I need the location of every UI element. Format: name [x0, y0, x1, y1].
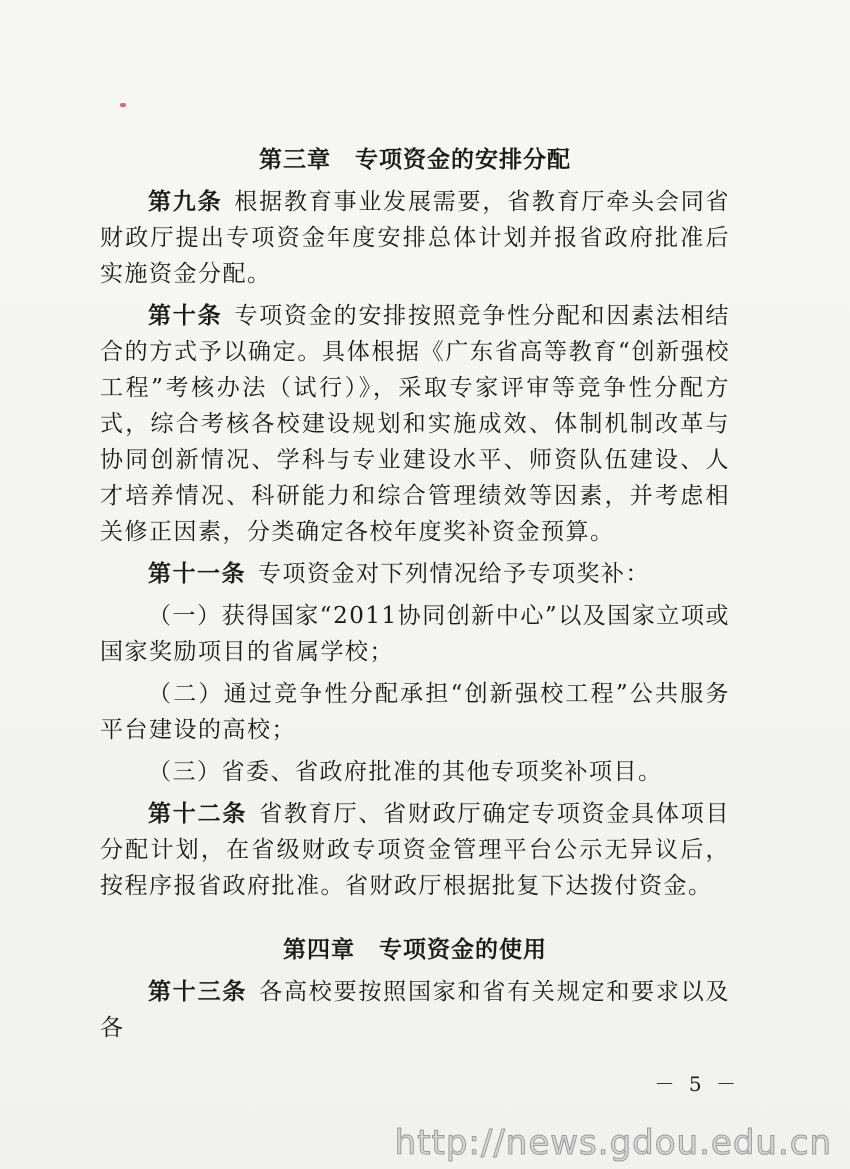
list-item: （三）省委、省政府批准的其他专项奖补项目。 [148, 759, 663, 785]
article-label: 第十条 [148, 303, 223, 329]
source-watermark: http://news.gdou.edu.cn [394, 1123, 832, 1163]
article-12 [100, 796, 730, 904]
article-10 [100, 298, 730, 550]
article-label: 第九条 [148, 189, 223, 215]
article-text: 专项资金对下列情况给予专项奖补： [258, 561, 650, 587]
article-label: 第十一条 [148, 561, 246, 587]
article-label: 第十二条 [148, 801, 248, 827]
article-9 [100, 184, 730, 292]
list-item: （二）通过竞争性分配承担“创新强校工程”公共服务平台建设的高校； [100, 681, 730, 743]
article-text: 省教育厅、省财政厅确定专项资金具体项目分配计划，在省级财政专项资金管理平台公示无异议后，按程序报省政府批准。省财政厅根据批复下达拨付资金。 [100, 801, 731, 899]
ink-mark [120, 103, 126, 107]
article-text: 根据教育事业发展需要，省教育厅牵头会同省财政厅提出专项资金年度安排总体计划并报省政府批准后实施资金分配。 [100, 189, 731, 287]
article-text: 专项资金的安排按照竞争性分配和因素法相结合的方式予以确定。具体根据《广东省高等教育“创新强校工程”考核办法（试行）》，采取专家评审等竞争性分配方式，综合考核各校建设规划和实施成效、体制机制改革与协同创新情况、学科与专业建设水平、师资队伍建设、人才培养情况、科研能力和综合管理绩效等因素，并考虑相关修正因素，分类确定各校年度奖补资金预算。 [100, 303, 731, 545]
chapter-3-title: 第三章 专项资金的安排分配 [259, 147, 571, 173]
article-13 [100, 974, 730, 1046]
document-body [100, 140, 730, 1046]
article-label: 第十三条 [148, 979, 248, 1005]
article-11 [100, 556, 730, 592]
list-item: （一）获得国家“2011协同创新中心”以及国家立项或国家奖励项目的省属学校； [100, 603, 730, 665]
chapter-4-title: 第四章 专项资金的使用 [283, 937, 547, 963]
article-text: 各高校要按照国家和省有关规定和要求以及各 [100, 979, 731, 1041]
page-number: － 5 － [654, 1072, 740, 1096]
